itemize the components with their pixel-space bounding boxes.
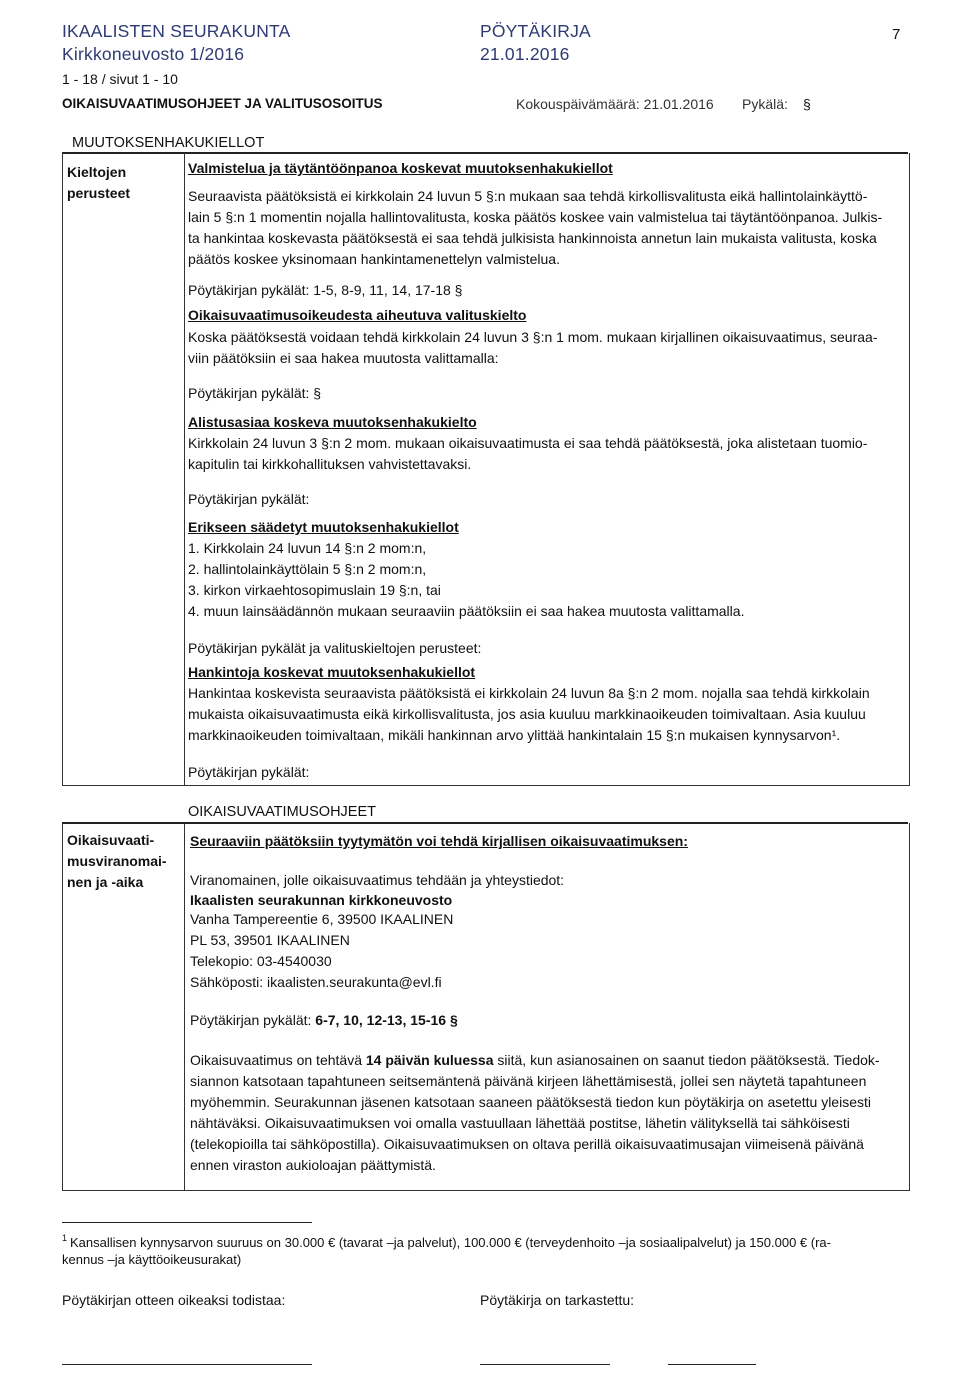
header-org: IKAALISTEN SEURAKUNTA	[62, 21, 291, 41]
sub1-text: Seuraavista päätöksistä ei kirkkolain 24 luvun 5 §:n mukaan saa tehdä kirkollisvalitusta eikä hallintolainkäyttö- lain 5 §:n 1 momentin nojalla hallintovalitusta, koska päätös koskee vain valmistelua tai täytäntöönpanoa. Julkis- ta hankintaa koskevasta päätöksestä ei saa tehdä julkisista hankinnoista annetun lain mukaista valitusta, koska päätös koskee yksinomaan hankintamenettelyn valmistelua.	[188, 188, 883, 267]
signature-line-right-2	[668, 1364, 756, 1365]
sec2-intro: Viranomainen, jolle oikaisuvaatimus tehdään ja yhteystiedot:	[190, 872, 565, 888]
sub2-pykalat: Pöytäkirjan pykälät: §	[188, 385, 322, 401]
signature-right-label: Pöytäkirja on tarkastettu:	[480, 1292, 635, 1308]
header-pykala: Pykälä:	[742, 96, 788, 112]
sec2-paragraph: Oikaisuvaatimus on tehtävä 14 päivän kuluessa siitä, kun asianosainen on saanut tiedon päätöksestä. Tiedok- siannon katsotaan tapahtuneen seitsemäntenä päivänä kirjeen lähettämisestä, jollei sen näytetä tapahtuneen myöhemmin. Seurakunnan jäsenen katsotaan saaneen päätöksestä tiedon kun pöytäkirja on asetettu yleisesti nähtäväksi. Oikaisuvaatimuksen voi omalla vastuullaan lähettää postitse, lähetin välityksellä tai sähköisesti (telekopioilla tai sähköpostilla). Oikaisuvaatimuksen on oltava perillä oikaisuvaatimusajan viimeisenä päivänä ennen viraston aukioloajan päättymistä.	[190, 1052, 880, 1173]
sub4-list	[188, 538, 896, 622]
authority-name: Ikaalisten seurakunnan kirkkoneuvosto	[190, 892, 453, 908]
header-body: Kirkkoneuvosto 1/2016	[62, 44, 245, 64]
sub3-pykalat: Pöytäkirjan pykälät:	[188, 491, 310, 507]
sub5-text: Hankintaa koskevista seuraavista päätöksistä ei kirkkolain 24 luvun 8a §:n 2 mom. nojalla saa tehdä kirkkolain mukaista oikaisuvaatimusta eikä kirkollisvalitusta, jos asia kuuluu markkinaoikeuden toimivaltaan. Asia kuuluu markkinaoikeuden toimivaltaan, mikäli hankinnan arvo ylittää hankintalain 15 §:n mukaisen kynnysarvon¹.	[188, 685, 870, 743]
header-date: 21.01.2016	[480, 44, 570, 64]
sec1-side-label: Kieltojen perusteet	[67, 164, 131, 201]
footnote-marker: 1	[62, 1233, 68, 1243]
sub2-title: Oikaisuvaatimusoikeudesta aiheutuva valituskielto	[188, 307, 527, 323]
header-doc-type: PÖYTÄKIRJA	[480, 21, 591, 41]
sec1-title: MUUTOKSENHAKUKIELLOT	[72, 135, 265, 151]
sub5-pykalat: Pöytäkirjan pykälät:	[188, 764, 310, 780]
header-meeting-date: Kokouspäivämäärä: 21.01.2016	[516, 96, 714, 112]
footnote-line-1: Kansallisen kynnysarvon suuruus on 30.000 € (tavarat –ja palvelut), 100.000 € (terveydenhoito –ja sosiaalipalvelut) ja 150.000 € (ra-	[70, 1235, 831, 1250]
header-section-symbol: §	[803, 96, 811, 112]
list-item: 2. hallintolainkäyttölain 5 §:n 2 mom:n,	[188, 561, 427, 577]
page-number: 7	[892, 26, 901, 43]
sec2-divider	[184, 823, 185, 1191]
signature-line-left	[62, 1364, 312, 1365]
list-item: 3. kirkon virkaehtosopimuslain 19 §:n, tai	[188, 582, 441, 598]
sub4-pykalat: Pöytäkirjan pykälät ja valituskieltojen perusteet:	[188, 640, 482, 656]
sub3-title: Alistusasiaa koskeva muutoksenhakukielto	[188, 414, 477, 430]
sec2-title: OIKAISUVAATIMUSOHJEET	[188, 804, 376, 820]
sub1-title: Valmistelua ja täytäntöönpanoa koskevat muutoksenhakukiellot	[188, 160, 613, 176]
sec1-divider	[184, 153, 185, 786]
header-sections: 1 - 18 / sivut 1 - 10	[62, 71, 178, 87]
footnote-rule	[62, 1222, 312, 1223]
sub3-text: Kirkkolain 24 luvun 3 §:n 2 mom. mukaan oikaisuvaatimusta ei saa tehdä päätöksestä, joka alistetaan tuomio- kapitulin tai kirkkohallituksen vahvistettavaksi.	[188, 435, 868, 472]
signature-left-label: Pöytäkirjan otteen oikeaksi todistaa:	[62, 1292, 286, 1308]
sub1-pykalat: Pöytäkirjan pykälät: 1-5, 8-9, 11, 14, 17-18 §	[188, 282, 463, 298]
footnote-line-2: kennus –ja käyttöoikeusurakat)	[62, 1252, 242, 1267]
sub2-text: Koska päätöksestä voidaan tehdä kirkkolain 24 luvun 3 §:n 1 mom. mukaan kirjallinen oikaisuvaatimus, seuraa- viin päätöksiin ei saa hakea muutosta valittamalla:	[188, 329, 878, 366]
header-left-title: OIKAISUVAATIMUSOHJEET JA VALITUSOSOITUS	[62, 96, 383, 111]
list-item: 4. muun lainsäädännön mukaan seuraaviin päätöksiin ei saa hakea muutosta valittamalla.	[188, 603, 745, 619]
sec2-pykalat: Pöytäkirjan pykälät: 6-7, 10, 12-13, 15-16 §	[190, 1012, 458, 1028]
sec2-side-label: Oikaisuvaati- musviranomai- nen ja -aika	[67, 832, 167, 890]
list-item: 1. Kirkkolain 24 luvun 14 §:n 2 mom:n,	[188, 540, 427, 556]
sub5-title: Hankintoja koskevat muutoksenhakukiellot	[188, 664, 476, 680]
authority-address: Vanha Tampereentie 6, 39500 IKAALINEN PL 53, 39501 IKAALINEN Telekopio: 03-4540030 Sähköposti: ikaalisten.seurakunta@evl.fi	[190, 911, 454, 990]
sub4-title: Erikseen säädetyt muutoksenhakukiellot	[188, 519, 459, 535]
sec2-heading: Seuraaviin päätöksiin tyytymätön voi tehdä kirjallisen oikaisuvaatimuksen:	[190, 833, 688, 849]
signature-line-right-1	[480, 1364, 610, 1365]
